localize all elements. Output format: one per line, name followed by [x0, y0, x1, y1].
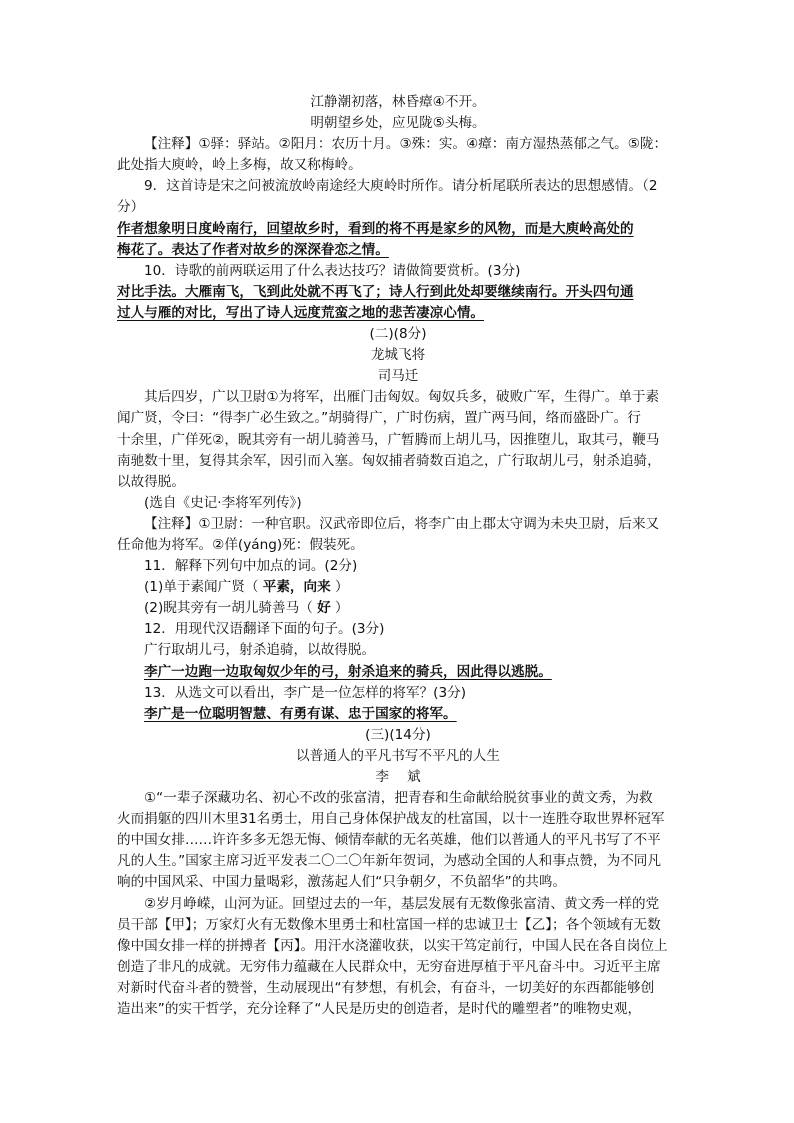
passage-line: 员干部【甲】；万家灯火有无数像木里勇士和杜富国一样的忠诚卫士【乙】；各个领域有无数 [117, 916, 661, 933]
passage-line: 造出来”的实干哲学，充分诠释了“人民是历史的创造者，是时代的雕塑者”的唯物史观， [117, 1001, 642, 1018]
poem-line: 明朝望乡处，应见陇⑤头梅。 [310, 115, 486, 132]
question-11-item-1 [117, 577, 679, 598]
section-header: (三)(14分) [365, 726, 431, 743]
text-title: 龙城飞将 [370, 347, 426, 364]
passage-notes: 任命他为将军。②佯(yáng)死：假装死。 [117, 536, 364, 553]
question-11-item-2 [117, 598, 679, 619]
answer-13: 李广是一位聪明智慧、有勇有谋、忠于国家的将军。 [144, 705, 457, 722]
poem-notes: 【注释】①驿：驿站。②阳月：农历十月。③殊：实。④瘴：南方湿热蒸郁之气。⑤陇： [144, 136, 668, 153]
passage-line: 十余里，广佯死②，睨其旁有一胡儿骑善马，广暂腾而上胡儿马，因推堕儿，取其弓，鞭马 [117, 431, 660, 448]
question-10: 10．诗歌的前两联运用了什么表达技巧？请做简要赏析。(3分) [144, 262, 521, 279]
question-12-sentence: 广行取胡儿弓，射杀追骑，以故得脱。 [144, 642, 376, 659]
passage-line: 以故得脱。 [117, 473, 185, 490]
passage-line: 创造了非凡的成就。无穷伟力蕴藏在人民群众中，无穷奋进厚植于平凡奋斗中。习近平主席 [117, 958, 661, 975]
poem-line: 江静潮初落，林昏瘴④不开。 [310, 94, 486, 110]
answer-11-2: 好 [317, 600, 331, 617]
passage-line: 凡的人生。”国家主席习近平发表二〇二〇年新年贺词，为感动全国的人和事点赞，为不同凡 [117, 853, 661, 870]
item-text: ） [330, 579, 349, 596]
document-page [117, 92, 679, 1020]
question-9: 9．这首诗是宋之问被流放岭南途经大庾岭时所作。请分析尾联所表达的思想感情。（2 [144, 178, 658, 195]
answer-10: 对比手法。大雁南飞，飞到此处就不再飞了；诗人行到此处却要继续南行。开头四句通 [117, 283, 634, 300]
answer-11-1: 平素，向来 [262, 579, 331, 596]
section-header: (二)(8分) [369, 326, 427, 343]
passage-line: 的中国女排……许许多多无怨无悔、倾情奉献的无名英雄，他们以普通人的平凡书写了不平 [117, 832, 661, 849]
passage-line: 其后四岁，广以卫尉①为将军，出雁门击匈奴。匈奴兵多，破败广军，生得广。单于素 [144, 389, 660, 406]
passage-line: ②岁月峥嵘，山河为证。回望过去的一年，基层发展有无数像张富清、黄文秀一样的党 [144, 895, 660, 912]
answer-10: 过人与雁的对比，写出了诗人远度荒蛮之地的悲苦凄凉心情。 [117, 304, 485, 321]
question-12: 12．用现代汉语翻译下面的句子。(3分) [144, 621, 385, 638]
answer-9: 梅花了。表达了作者对故乡的深深眷恋之情。 [117, 241, 389, 258]
passage-line: 响的中国风采、中国力量喝彩，激荡起人们“只争朝夕，不负韶华”的共鸣。 [117, 874, 567, 891]
poem-notes: 此处指大庾岭，岭上多梅，故又称梅岭。 [117, 157, 362, 174]
text-author: 司马迁 [377, 368, 419, 385]
item-text: ） [330, 600, 349, 617]
answer-12: 李广一边跑一边取匈奴少年的弓，射杀追来的骑兵，因此得以逃脱。 [144, 663, 552, 680]
passage-line: 对新时代奋斗者的赞誉，生动展现出“有梦想，有机会，有奋斗，一切美好的东西都能够创 [117, 979, 655, 996]
text-author: 李斌 [375, 769, 439, 785]
passage-line: 像中国女排一样的拼搏者【丙】。用汗水浇灌收获，以实干笃定前行，中国人民在各自岗位上 [117, 937, 668, 954]
passage-line: 火而捐躯的四川木里31名勇士，用自己身体保护战友的杜富国，以十一连胜夺取世界杯冠军 [117, 811, 665, 828]
passage-line: ①“一辈子深藏功名、初心不改的张富清，把青春和生命献给脱贫事业的黄文秀，为救 [144, 790, 653, 807]
passage-notes: 【注释】①卫尉：一种官职。汉武帝即位后，将李广由上郡太守调为未央卫尉，后来又 [144, 515, 660, 532]
question-13: 13．从选文可以看出，李广是一位怎样的将军？(3分) [144, 684, 467, 701]
source-citation: (选自《史记·李将军列传》) [144, 494, 302, 511]
answer-9: 作者想象明日度岭南行，回望故乡时，看到的将不再是家乡的风物，而是大庾岭高处的 [117, 220, 634, 237]
passage-line: 南驰数十里，复得其余军，因引而入塞。匈奴捕者骑数百追之，广行取胡儿弓，射杀追骑， [117, 452, 661, 469]
question-11: 11．解释下列句中加点的词。(2分) [144, 558, 358, 575]
item-text: (1)单于素闻广贤（ [144, 579, 263, 596]
question-9: 分） [117, 199, 145, 216]
text-title: 以普通人的平凡书写不平凡的人生 [296, 747, 500, 764]
item-text: (2)睨其旁有一胡儿骑善马（ [144, 600, 318, 617]
passage-line: 闻广贤，令曰：“得李广必生致之。”胡骑得广，广时伤病，置广两马间，络而盛卧广。行 [117, 410, 641, 427]
